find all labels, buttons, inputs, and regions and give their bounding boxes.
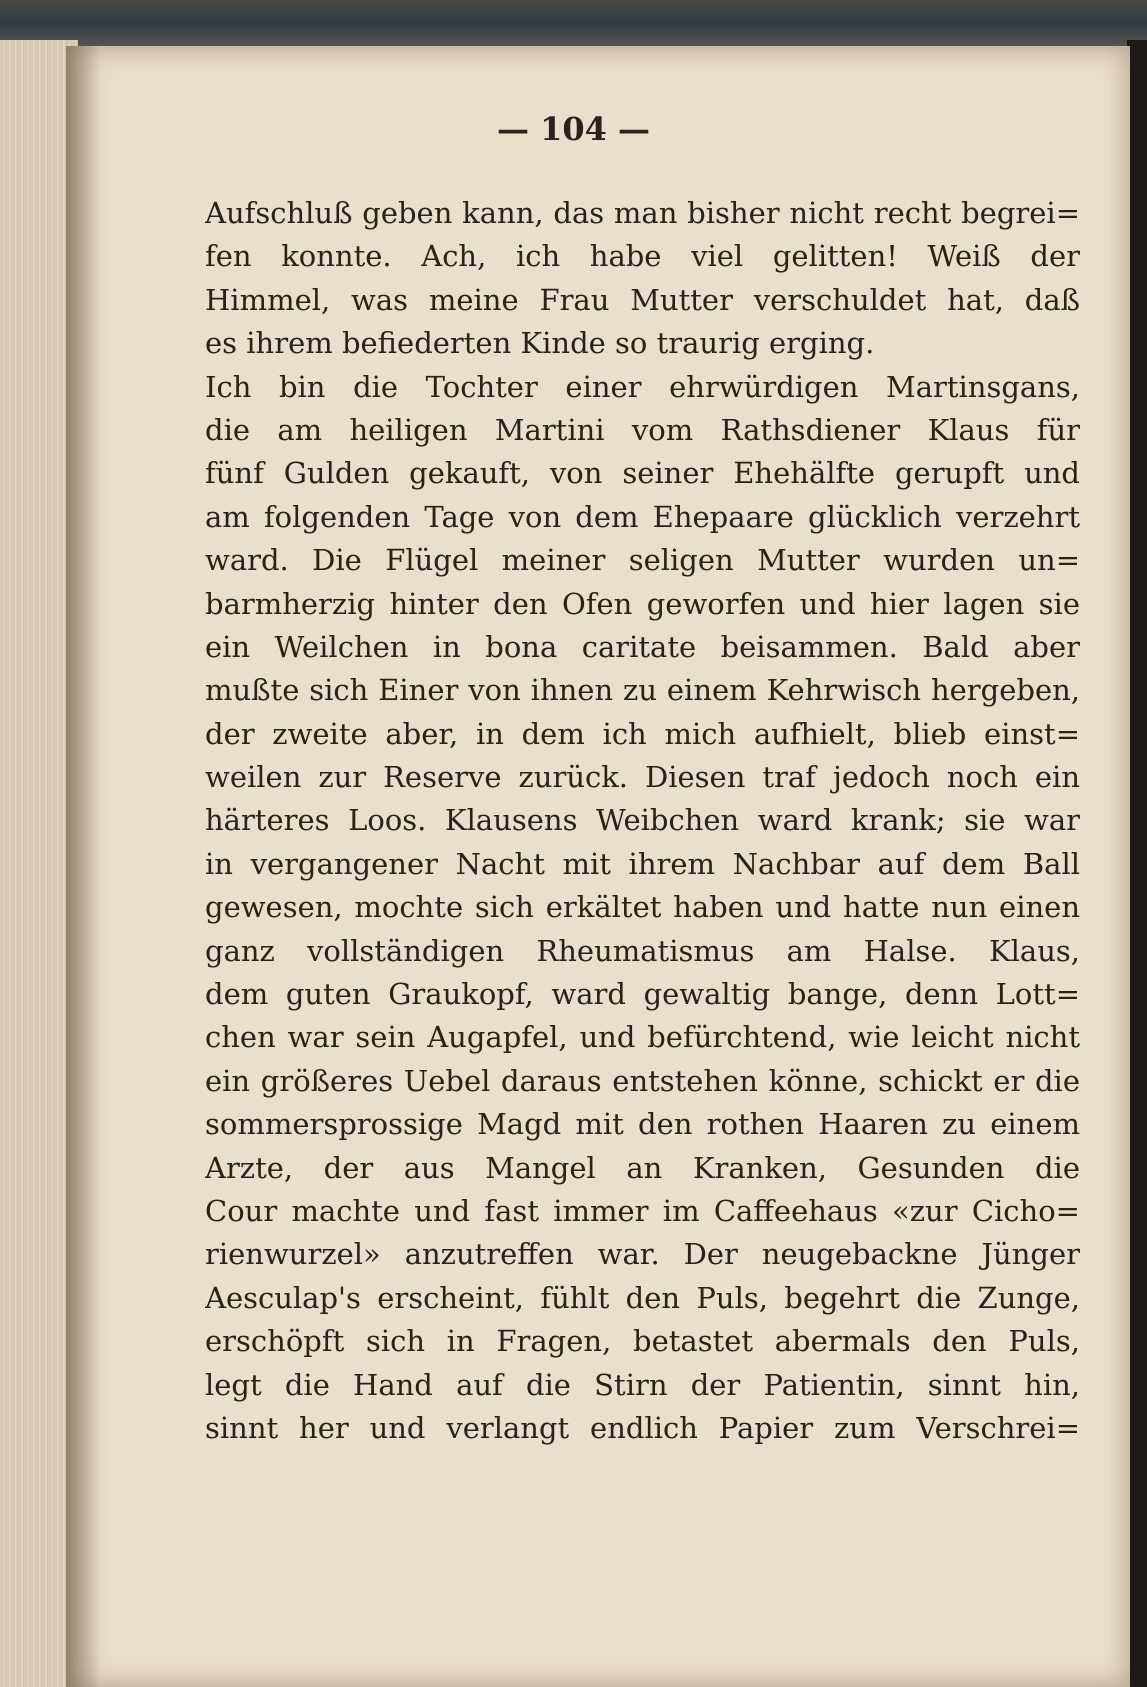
text-line: ganz vollständigen Rheumatismus am Halse. Klaus, — [205, 933, 1080, 968]
text-line: am folgenden Tage von dem Ehepaare glücklich verzehrt — [205, 499, 1080, 534]
book-cover-edge — [1127, 40, 1147, 1687]
text-line: rienwurzel» anzutreffen war. Der neugebackne Jünger — [205, 1237, 1080, 1272]
text-line: gewesen, mochte sich erkältet haben und hatte nun einen — [205, 890, 1080, 925]
text-line: Aesculap's erscheint, fühlt den Puls, begehrt die Zunge, — [205, 1280, 1080, 1315]
text-line: die am heiligen Martini vom Rathsdiener Klaus für — [205, 412, 1080, 447]
text-line: fünf Gulden gekauft, von seiner Ehehälfte gerupft und — [205, 456, 1080, 491]
text-line: barmherzig hinter den Ofen geworfen und hier lagen sie — [205, 586, 1080, 621]
text-line: dem guten Graukopf, ward gewaltig bange, denn Lott= — [205, 977, 1080, 1012]
text-line: sinnt her und verlangt endlich Papier zum Verschrei= — [205, 1410, 1080, 1445]
spine-shadow — [66, 46, 100, 1687]
text-line: Ich bin die Tochter einer ehrwürdigen Martinsgans, — [205, 369, 1080, 404]
text-line: ward. Die Flügel meiner seligen Mutter wurden un= — [205, 543, 1080, 578]
text-line: weilen zur Reserve zurück. Diesen traf jedoch noch ein — [205, 760, 1080, 795]
text-line: der zweite aber, in dem ich mich aufhielt, blieb einst= — [205, 716, 1080, 751]
text-line: es ihrem befiederten Kinde so traurig erging. — [205, 326, 875, 361]
text-line: mußte sich Einer von ihnen zu einem Kehrwisch hergeben, — [205, 673, 1080, 708]
text-line: in vergangener Nacht mit ihrem Nachbar auf dem Ball — [205, 846, 1080, 881]
text-line: Aufschluß geben kann, das man bisher nicht recht begrei= — [205, 196, 1080, 230]
text-line: chen war sein Augapfel, und befürchtend, wie leicht nicht — [205, 1020, 1080, 1055]
text-line: ein größeres Uebel daraus entstehen könne, schickt er die — [205, 1063, 1080, 1098]
text-line: erschöpft sich in Fragen, betastet abermals den Puls, — [205, 1324, 1080, 1359]
text-line: fen konnte. Ach, ich habe viel gelitten! Weiß der — [205, 239, 1080, 274]
page-number: — 104 — — [496, 110, 651, 148]
text-line: Himmel, was meine Frau Mutter verschuldet hat, daß — [205, 282, 1080, 317]
text-line: sommersprossige Magd mit den rothen Haaren zu einem — [205, 1107, 1080, 1142]
text-line: ein Weilchen in bona caritate beisammen. Bald aber — [205, 629, 1080, 664]
text-line: härteres Loos. Klausens Weibchen ward krank; sie war — [205, 803, 1080, 838]
text-line: legt die Hand auf die Stirn der Patientin, sinnt hin, — [205, 1367, 1080, 1402]
body-text — [205, 192, 1080, 1450]
text-line: Arzte, der aus Mangel an Kranken, Gesunden die — [205, 1150, 1080, 1185]
text-line: Cour machte und fast immer im Caffeehaus «zur Cicho= — [205, 1193, 1080, 1228]
